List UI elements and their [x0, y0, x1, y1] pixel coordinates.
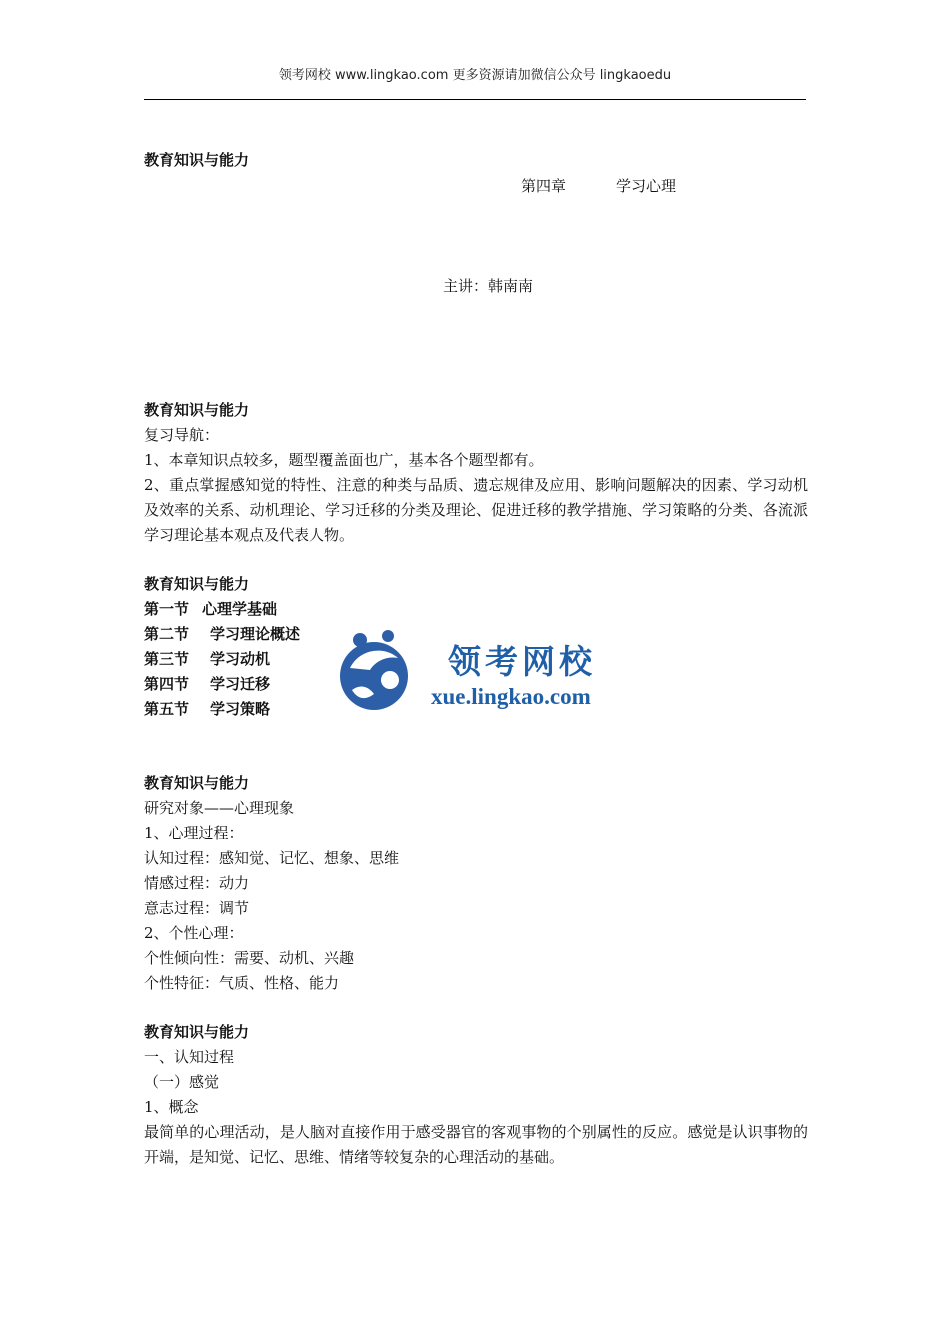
content-line: 意志过程：调节	[144, 899, 250, 917]
section-number: 第五节	[144, 700, 190, 718]
logo-emblem-icon	[330, 628, 420, 720]
section-item	[144, 647, 270, 672]
subject-title: 教育知识与能力	[144, 575, 250, 593]
section-title: 学习迁移	[210, 675, 271, 693]
chapter-number: 第四章	[521, 177, 567, 195]
subject-title: 教育知识与能力	[144, 151, 250, 169]
subject-title: 教育知识与能力	[144, 401, 250, 419]
section-number: 第一节	[144, 600, 190, 618]
section-item	[144, 622, 300, 647]
subject-title: 教育知识与能力	[144, 774, 250, 792]
content-line: 1、概念	[144, 1098, 199, 1116]
content-line: 2、个性心理：	[144, 924, 244, 942]
content-line: 情感过程：动力	[144, 874, 250, 892]
chapter-title: 学习心理	[616, 177, 677, 195]
review-item: 2、重点掌握感知觉的特性、注意的种类与品质、遗忘规律及应用、影响问题解决的因素、学习动机及效率的关系、动机理论、学习迁移的分类及理论、促进迁移的教学措施、学习策略的分类、各流派学习理论基本观点及代表人物。	[144, 476, 808, 544]
header-divider	[144, 99, 806, 100]
section-number: 第三节	[144, 650, 190, 668]
section-item	[144, 697, 270, 722]
logo-url: xue.lingkao.com	[431, 684, 591, 709]
watermark-logo	[330, 628, 640, 720]
section-title: 学习动机	[210, 650, 271, 668]
section-item	[144, 597, 277, 622]
page-header: 领考网校 www.lingkao.com 更多资源请加微信公众号 lingkaoedu	[278, 68, 672, 83]
section-number: 第四节	[144, 675, 190, 693]
content-line: 认知过程：感知觉、记忆、想象、思维	[144, 849, 400, 867]
content-line: 个性特征：气质、性格、能力	[144, 974, 340, 992]
section-title: 学习理论概述	[210, 625, 301, 643]
content-line: 研究对象——心理现象	[144, 799, 295, 817]
logo-chinese-name: 领考网校	[448, 642, 596, 681]
content-line: 一、认知过程	[144, 1048, 235, 1066]
content-line: 1、心理过程：	[144, 824, 244, 842]
lecturer: 主讲：韩南南	[443, 277, 534, 295]
section-number: 第二节	[144, 625, 190, 643]
section-title: 心理学基础	[202, 600, 278, 618]
chapter-heading	[521, 174, 676, 199]
content-line: 个性倾向性：需要、动机、兴趣	[144, 949, 355, 967]
section-item	[144, 672, 270, 697]
content-line: （一）感觉	[144, 1073, 220, 1091]
review-item: 1、本章知识点较多，题型覆盖面也广，基本各个题型都有。	[144, 451, 544, 469]
review-title: 复习导航：	[144, 426, 220, 444]
content-paragraph: 最简单的心理活动，是人脑对直接作用于感受器官的客观事物的个别属性的反应。感觉是认识事物的开端，是知觉、记忆、思维、情绪等较复杂的心理活动的基础。	[144, 1123, 808, 1166]
section-title: 学习策略	[210, 700, 271, 718]
subject-title: 教育知识与能力	[144, 1023, 250, 1041]
